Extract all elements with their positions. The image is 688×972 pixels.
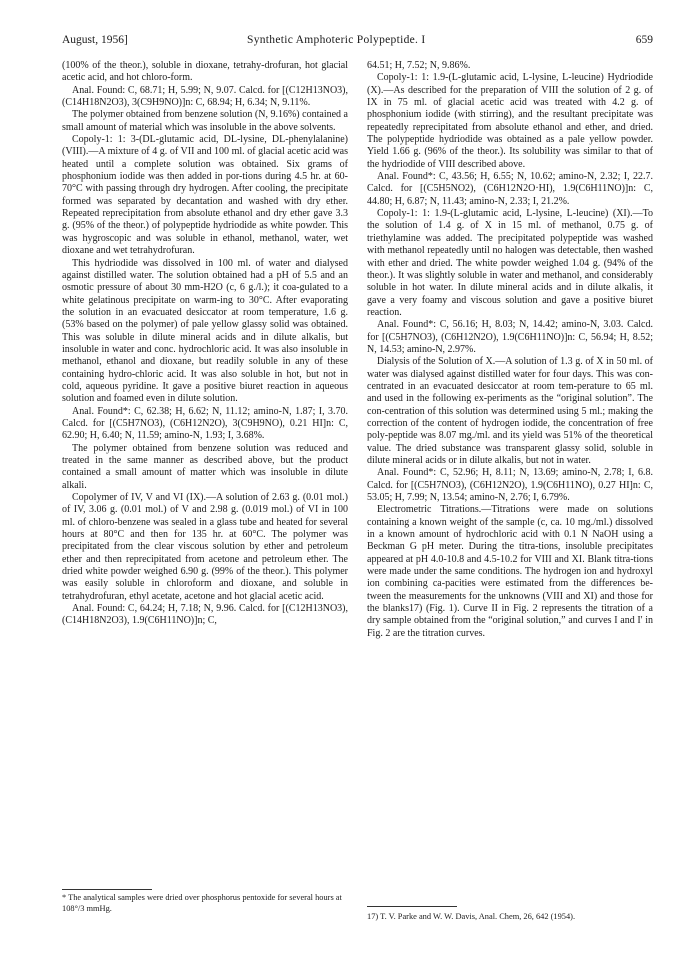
paragraph: (100% of the theor.), soluble in dioxane, tetrahy-drofuran, hot glacial acetic acid, and hot chloro-form.: [62, 60, 348, 84]
section-paragraph: Copolymer of IV, V and VI (IX).—A solution of 2.63 g. (0.01 mol.) of IV, 3.06 g. (0.01 mol.) of V and 2.98 g. (0.019 mol.) of VI in 100 ml. of chloro-benzene was sealed in a glass tube and heated for several hours at 80°C and then for 135 hr. at 60°C. The polymer was precipitated from the clear viscous solution by ether and petroleum ether and then reprecipitated from acetone and petroleum ether. The dried white powder weighed 6.90 g. (99% of the theor.). This polymer was easily soluble in chloroform and dioxane, and soluble in tetrahydrofuran, ethyl acetate, acetone and hot glacial acetic acid.: [62, 492, 348, 602]
header-title: Synthetic Amphoteric Polypeptide. I: [247, 34, 426, 46]
analysis-paragraph: Anal. Found: C, 68.71; H, 5.99; N, 9.07. Calcd. for [(C12H13NO3), (C14H18N2O3), 3(C9H9NO)]n: C, 68.94; H, 6.34; N, 9.11%.: [62, 84, 348, 109]
left-column: [62, 60, 348, 628]
paragraph: 64.51; H, 7.52; N, 9.86%.: [367, 60, 471, 71]
analysis-paragraph: Anal. Found*: C, 43.56; H, 6.55; N, 10.62; amino-N, 2.32; I, 22.7. Calcd. for [(C5H5NO2), (C6H12N2O·HI), 1.9(C6H11NO)]n: C, 44.80; H, 6.87; N, 11.43; amino-N, 2.33; I, 21.2%.: [367, 171, 653, 207]
header-date: August, 1956]: [62, 34, 128, 46]
footnote-analytical: * The analytical samples were dried over phosphorus pentoxide for several hours at 108°/3 mmHg.: [62, 893, 342, 913]
footnote-divider: [367, 906, 457, 907]
analysis-paragraph: Anal. Found*: C, 52.96; H, 8.11; N, 13.69; amino-N, 2.78; I, 6.8. Calcd. for [(C5H7NO3), (C6H12N2O), 1.9(C6H11NO), 0.27 HI]n: C, 53.05; H, 7.99; N, 13.54; amino-N, 2.76; I, 6.79%.: [367, 467, 653, 504]
section-paragraph: Copoly-1: 1: 3-(DL-glutamic acid, DL-lysine, DL-phenylalanine) (VIII).—A mixture of 4 g. of VII and 100 ml. of glacial acetic acid was heated until a complete solution was obtained. Six grams of phosphonium iodide was then added in por-tions during 4.5 hr. at 60-70°C with passing through dry hydrogen. After cooling, the precipitate formed was separated by decantation and washed with dry ether. Repeated reprecipitation from absolute ethanol and dry ether gave 3.3 g. (95% of the theor.) of polypeptide hydriodide as white powder. This was hygroscopic and was soluble in ethanol, methanol, water, wet dioxane and wet tetrahydrofuran.: [62, 134, 348, 257]
analysis-paragraph: Anal. Found: C, 64.24; H, 7.18; N, 9.96. Calcd. for [(C12H13NO3), (C14H18N2O3), 1.9(C6H11NO)]n; C,: [62, 603, 348, 627]
running-header: [62, 34, 653, 50]
analysis-paragraph: Anal. Found*: C, 56.16; H, 8.03; N, 14.42; amino-N, 3.03. Calcd. for [(C5H7NO3), (C6H12N2O), 1.9(C6H11NO)]n: C, 56.94; H, 8.52; N, 14.53; amino-N, 2.97%.: [367, 319, 653, 355]
paragraph: The polymer obtained from benzene solution (N, 9.16%) contained a small amount of material which was insoluble in the above solvents.: [62, 109, 348, 133]
footnote-divider: [62, 889, 152, 890]
section-paragraph: Electrometric Titrations.—Titrations were made on solutions containing a known weight of the sample (c, ca. 10 mg./ml.) dissolved in a known amount of hydrochloric acid with 0.1 N NaOH using a Beckman G pH meter. During the titra-tions, insoluble precipitates appeared at pH 4.0-10.8 and 4.5-10.2 for VIII and XI. Blank titra-tions were made under the same conditions. The hydrogen ion and hydroxyl ion combining ca-pacities were estimated from the differences be-tween the measurements for the unknowns (VIII and XI) and those for the blanks17) (Fig. 1). Curve II in Fig. 2 represents the titration of a dry sample obtained from the “original solution,” and curves I and I' in Fig. 2 are the titration curves.: [367, 504, 653, 639]
paragraph: The polymer obtained from benzene solution was reduced and treated in the same manner as described above, but the product contained a small amount of matter which was insoluble in dilute alkali.: [62, 442, 348, 491]
right-column: [367, 60, 653, 640]
paragraph: This hydriodide was dissolved in 100 ml. of water and dialysed against distilled water. The solution obtained had a pH of 5.5 and an osmotic pressure of about 30 mm-H2O (c, 6 g./l.); it coa-gulated to a white gelatinous precipitate on warm-ing to 30°C. After evaporating the solution in an evacuated desiccator at room temperature, 1.6 g. (53% based on the polymer) of pale yellow glassy solid was obtained. This was soluble in dilute mineral acids and in dilute alkalis, but insoluble in water and conc. hydrochloric acid. It was also insoluble in methanol, ethanol and dioxane, but readily soluble in any of these containing hydro-chloric acid. It was also soluble in hot, but not in cold, aqueous pyridine. It gave a positive biuret reaction in aqueous solution and foamed even in dilute solution.: [62, 257, 348, 405]
section-paragraph: Dialysis of the Solution of X.—A solution of 1.3 g. of X in 50 ml. of water was dialysed against distilled water for four days. This was con-centrated in an evacuated desiccator at room tem-perature to 65 ml. and used in the following ex-periments as the “original solution”. The con-centration of this solution was determined using 5 ml.; making the correction of the content of hydrogen iodide, the concentration of free poly-peptide was 8.07 mg./ml. and its yield was 51% of the theoretical value. The dried substance was transparent glassy solid, soluble in dilute mineral acids or in dilute alkalis, but not in water.: [367, 356, 653, 466]
page-number: 659: [635, 34, 653, 46]
analysis-paragraph: Anal. Found*: C, 62.38; H, 6.62; N, 11.12; amino-N, 1.87; I, 3.70. Calcd. for [(C5H7NO3), (C6H12N2O), 3(C9H9NO), 0.21 HI]n: C, 62.90; H, 6.40; N, 11.59; amino-N, 1.93; I, 3.68%.: [62, 405, 348, 442]
section-paragraph: Copoly-1: 1: 1.9-(L-glutamic acid, L-lysine, L-leucine) Hydriodide (X).—As described for the preparation of VIII the solution of 2 g. of IX in 75 ml. of glacial acetic acid was treated with 4.2 g. of phosphonium iodide (with stirring), and the resultant precipitate was repeatedly reprecipitated from absolute ethanol and ether, and dried. The polypeptide hydriodide was obtained as a pale yellow powder. Yield 1.66 g. (96% of the theor.). Its solubility was similar to that of the hydriodide of VIII described above.: [367, 72, 653, 170]
section-paragraph: Copoly-1: 1: 1.9-(L-glutamic acid, L-lysine, L-leucine) (XI).—To the solution of 1.4 g. of X in 15 ml. of methanol, 0.75 g. of triethylamine was added. The precipitated polypeptide was washed with methanol repeatedly until no halogen was detectable, then washed with ether and dried. The white powder weighed 1.04 g. (94% of the theor.). It was slightly soluble in water and methanol, and considerably soluble in hot water. In dilute mineral acids and in dilute alkalis, it gave a very foamy and viscous solution and gave a positive biuret reaction.: [367, 208, 653, 318]
footnote-reference-17: 17) T. V. Parke and W. W. Davis, Anal. Chem, 26, 642 (1954).: [367, 912, 576, 921]
